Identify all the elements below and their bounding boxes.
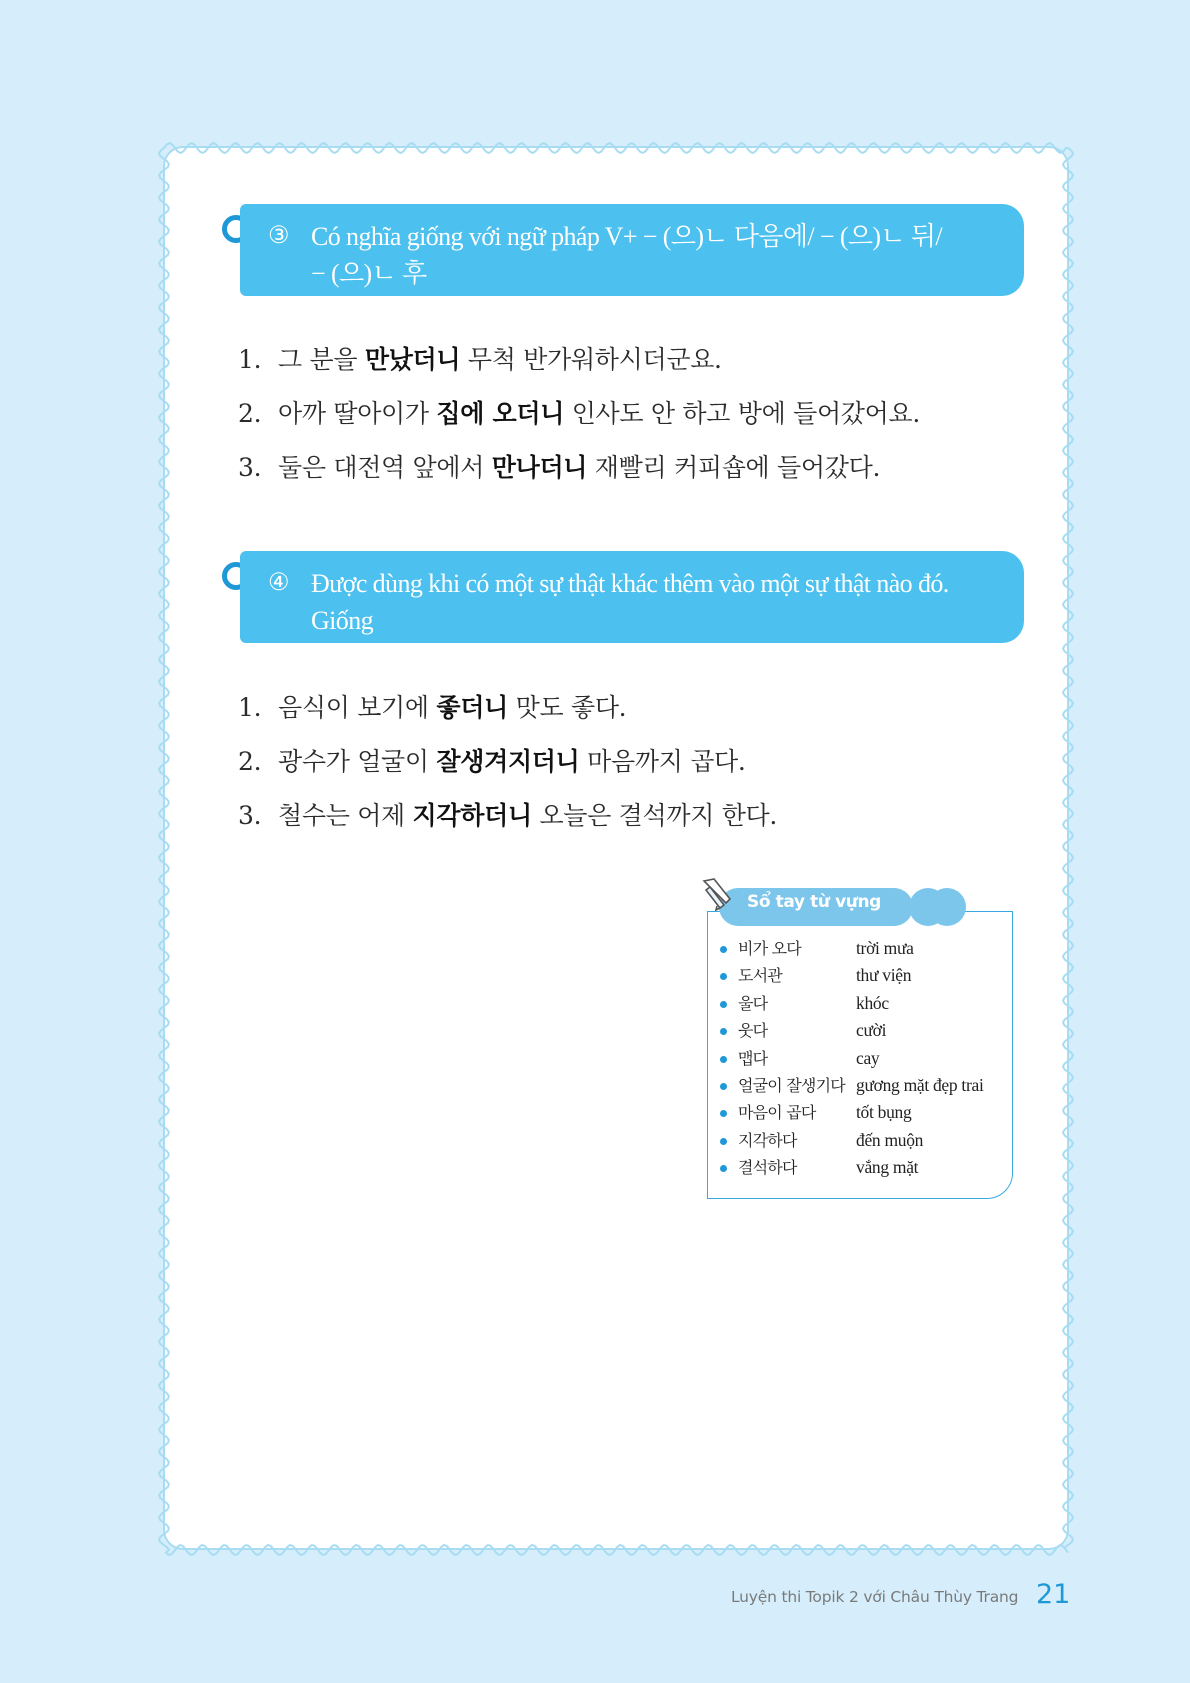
- vocab-item: 결석하다 vắng mặt: [720, 1154, 984, 1181]
- example-sentence: 1. 음식이 보기에 좋더니 맛도 좋다.: [238, 693, 627, 722]
- section-4-heading-line-1: Được dùng khi có một sự thật khác thêm vào một sự thật nào đó. Giống: [311, 569, 949, 635]
- vocab-item: 맵다 cay: [720, 1045, 984, 1072]
- section-3-heading-line-2: − (으)ㄴ 후: [311, 259, 427, 288]
- vocab-item: 울다 khóc: [720, 990, 984, 1017]
- example-sentence: 1. 그 분을 만났더니 무척 반가워하시더군요.: [238, 345, 722, 374]
- section-4-heading-line-2: với −ㄴ/은/는 데다가 “không những.. mà còn”.: [311, 643, 783, 672]
- vocab-item: 비가 오다 trời mưa: [720, 935, 984, 962]
- section-3-examples: [238, 333, 920, 495]
- vocab-item: 도서관 thư viện: [720, 962, 984, 989]
- vocabulary-title: Sổ tay từ vựng: [747, 892, 881, 912]
- vocab-item: 지각하다 đến muộn: [720, 1127, 984, 1154]
- grammar-highlight: 지각하더니: [412, 801, 532, 830]
- example-sentence: 3. 둘은 대전역 앞에서 만나더니 재빨리 커피숍에 들어갔다.: [238, 453, 881, 482]
- grammar-highlight: 집에 오더니: [436, 399, 565, 428]
- section-4-number: ④: [268, 570, 289, 596]
- grammar-highlight: 만났더니: [364, 345, 461, 374]
- example-sentence: 2. 광수가 얼굴이 잘생겨지더니 마음까지 곱다.: [238, 747, 746, 776]
- grammar-highlight: 잘생겨지더니: [436, 747, 580, 776]
- grammar-highlight: 만나더니: [491, 453, 588, 482]
- vocab-item: 얼굴이 잘생기다 gương mặt đẹp trai: [720, 1072, 984, 1099]
- example-sentence: 2. 아까 딸아이가 집에 오더니 인사도 안 하고 방에 들어갔어요.: [238, 399, 920, 428]
- section-3-heading-line-1: Có nghĩa giống với ngữ pháp V+ − (으)ㄴ 다음에/ − (으)ㄴ 뒤/: [311, 222, 943, 251]
- page-number: 21: [1036, 1579, 1071, 1610]
- pencil-icon: [700, 877, 740, 911]
- vocabulary-list: [720, 935, 984, 1182]
- grammar-highlight: 좋더니: [436, 693, 508, 722]
- vocab-item: 웃다 cười: [720, 1017, 984, 1044]
- section-3-number: ③: [268, 223, 289, 249]
- section-3-heading: [240, 204, 1024, 296]
- vocab-item: 마음이 곱다 tốt bụng: [720, 1099, 984, 1126]
- section-4-examples: [238, 681, 777, 843]
- footer-book-title: Luyện thi Topik 2 với Châu Thùy Trang: [731, 1588, 1019, 1606]
- section-4-heading: [240, 551, 1024, 672]
- example-sentence: 3. 철수는 어제 지각하더니 오늘은 결석까지 한다.: [238, 801, 778, 830]
